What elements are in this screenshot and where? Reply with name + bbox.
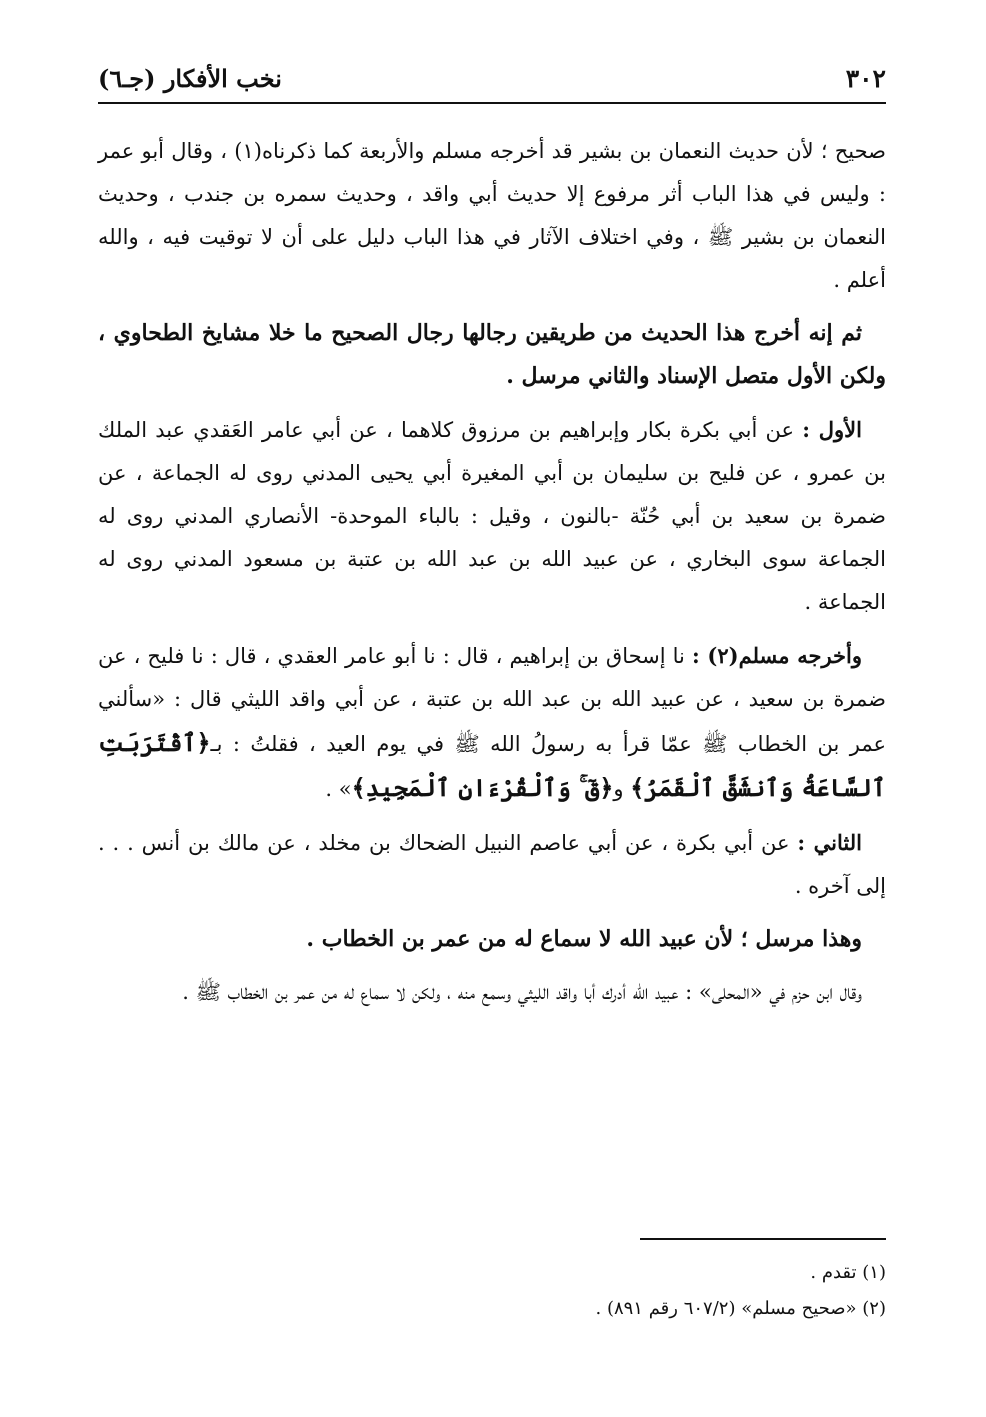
paragraph-3 — [98, 408, 886, 624]
paragraph-7: وقال ابن حزم في «المحلى» : عبيد الله أدرك أبا واقد الليثي وسمع منه ، ولكن لا سماع له من عمر بن الخطاب ﷺ . — [182, 980, 862, 1004]
quran-verse-1: ﴿ٱقْتَرَبَتِ ٱلسَّاعَةُ وَٱنشَقَّ ٱلْقَمَرُ﴾ — [98, 728, 886, 802]
paragraph-4-end: » . — [325, 777, 352, 801]
paragraph-5 — [98, 821, 886, 908]
footnote-divider — [640, 1238, 886, 1240]
paragraph-2-bold: ثم إنه أخرج هذا الحديث من طريقين رجالها رجال الصحيح ما خلا مشايخ الطحاوي ، ولكن الأول متصل الإسناد والثاني مرسل . — [98, 320, 886, 389]
paragraph-4-conjunction: و — [613, 777, 631, 801]
paragraph-5-lead: الثاني : — [797, 830, 862, 855]
paragraph-4-lead: وأخرجه مسلم(٢) : — [691, 643, 862, 668]
paragraph-6-bold: وهذا مرسل ؛ لأن عبيد الله لا سماع له من عمر بن الخطاب . — [306, 926, 862, 952]
paragraph-5-text: عن أبي بكرة ، عن أبي عاصم النبيل الضحاك بن مخلد ، عن مالك بن أنس . . . إلى آخره . — [98, 831, 886, 898]
paragraph-3-lead: الأول : — [802, 417, 862, 442]
footnotes — [98, 1255, 886, 1327]
paragraph-4 — [98, 634, 886, 811]
running-title: نخب الأفكار (جـ٦) — [98, 64, 282, 93]
footnote-1: (١) تقدم . — [810, 1262, 886, 1283]
paragraph-4-text: نا إسحاق بن إبراهيم ، قال : نا أبو عامر العقدي ، قال : نا فليح ، عن ضمرة بن سعيد ، عن عبيد الله بن عبد الله بن عتبة ، عن أبي واقد الليثي قال : «سألني عمر بن الخطاب ﷺ عمّا قرأ به رسولُ الله ﷺ في يوم العيد ، فقلتُ : بـ — [98, 644, 886, 756]
main-text — [98, 130, 886, 1014]
footnote-2: (٢) «صحيح مسلم» (٦٠٧/٢ رقم ٨٩١) . — [595, 1298, 886, 1319]
page-header — [98, 62, 886, 104]
paragraph-1: صحيح ؛ لأن حديث النعمان بن بشير قد أخرجه مسلم والأربعة كما ذكرناه(١) ، وقال أبو عمر : وليس في هذا الباب أثر مرفوع إلا حديث أبي واقد ، وحديث سمره بن جندب ، وحديث النعمان بن بشير ﷺ ، وفي اختلاف الآثار في هذا الباب دليل على أن لا توقيت فيه ، والله أعلم . — [98, 139, 887, 292]
quran-verse-2: ﴿قٓ ۚ وَٱلْقُرْءَانِ ٱلْمَجِيدِ﴾ — [351, 773, 614, 802]
paragraph-3-text: عن أبي بكرة بكار وإبراهيم بن مرزوق كلاهما ، عن أبي عامر العَقدي عبد الملك بن عمرو ، عن فليح بن سليمان بن أبي المغيرة أبي يحيى المدني روى له الجماعة ، عن ضمرة بن سعيد بن أبي حُنّة -بالنون ، وقيل : بالباء الموحدة- الأنصاري المدني روى له الجماعة سوى البخاري ، عن عبيد الله بن عبد الله بن عتبة بن مسعود المدني روى له الجماعة . — [98, 418, 886, 614]
page-number: ٣٠٢ — [845, 64, 886, 93]
